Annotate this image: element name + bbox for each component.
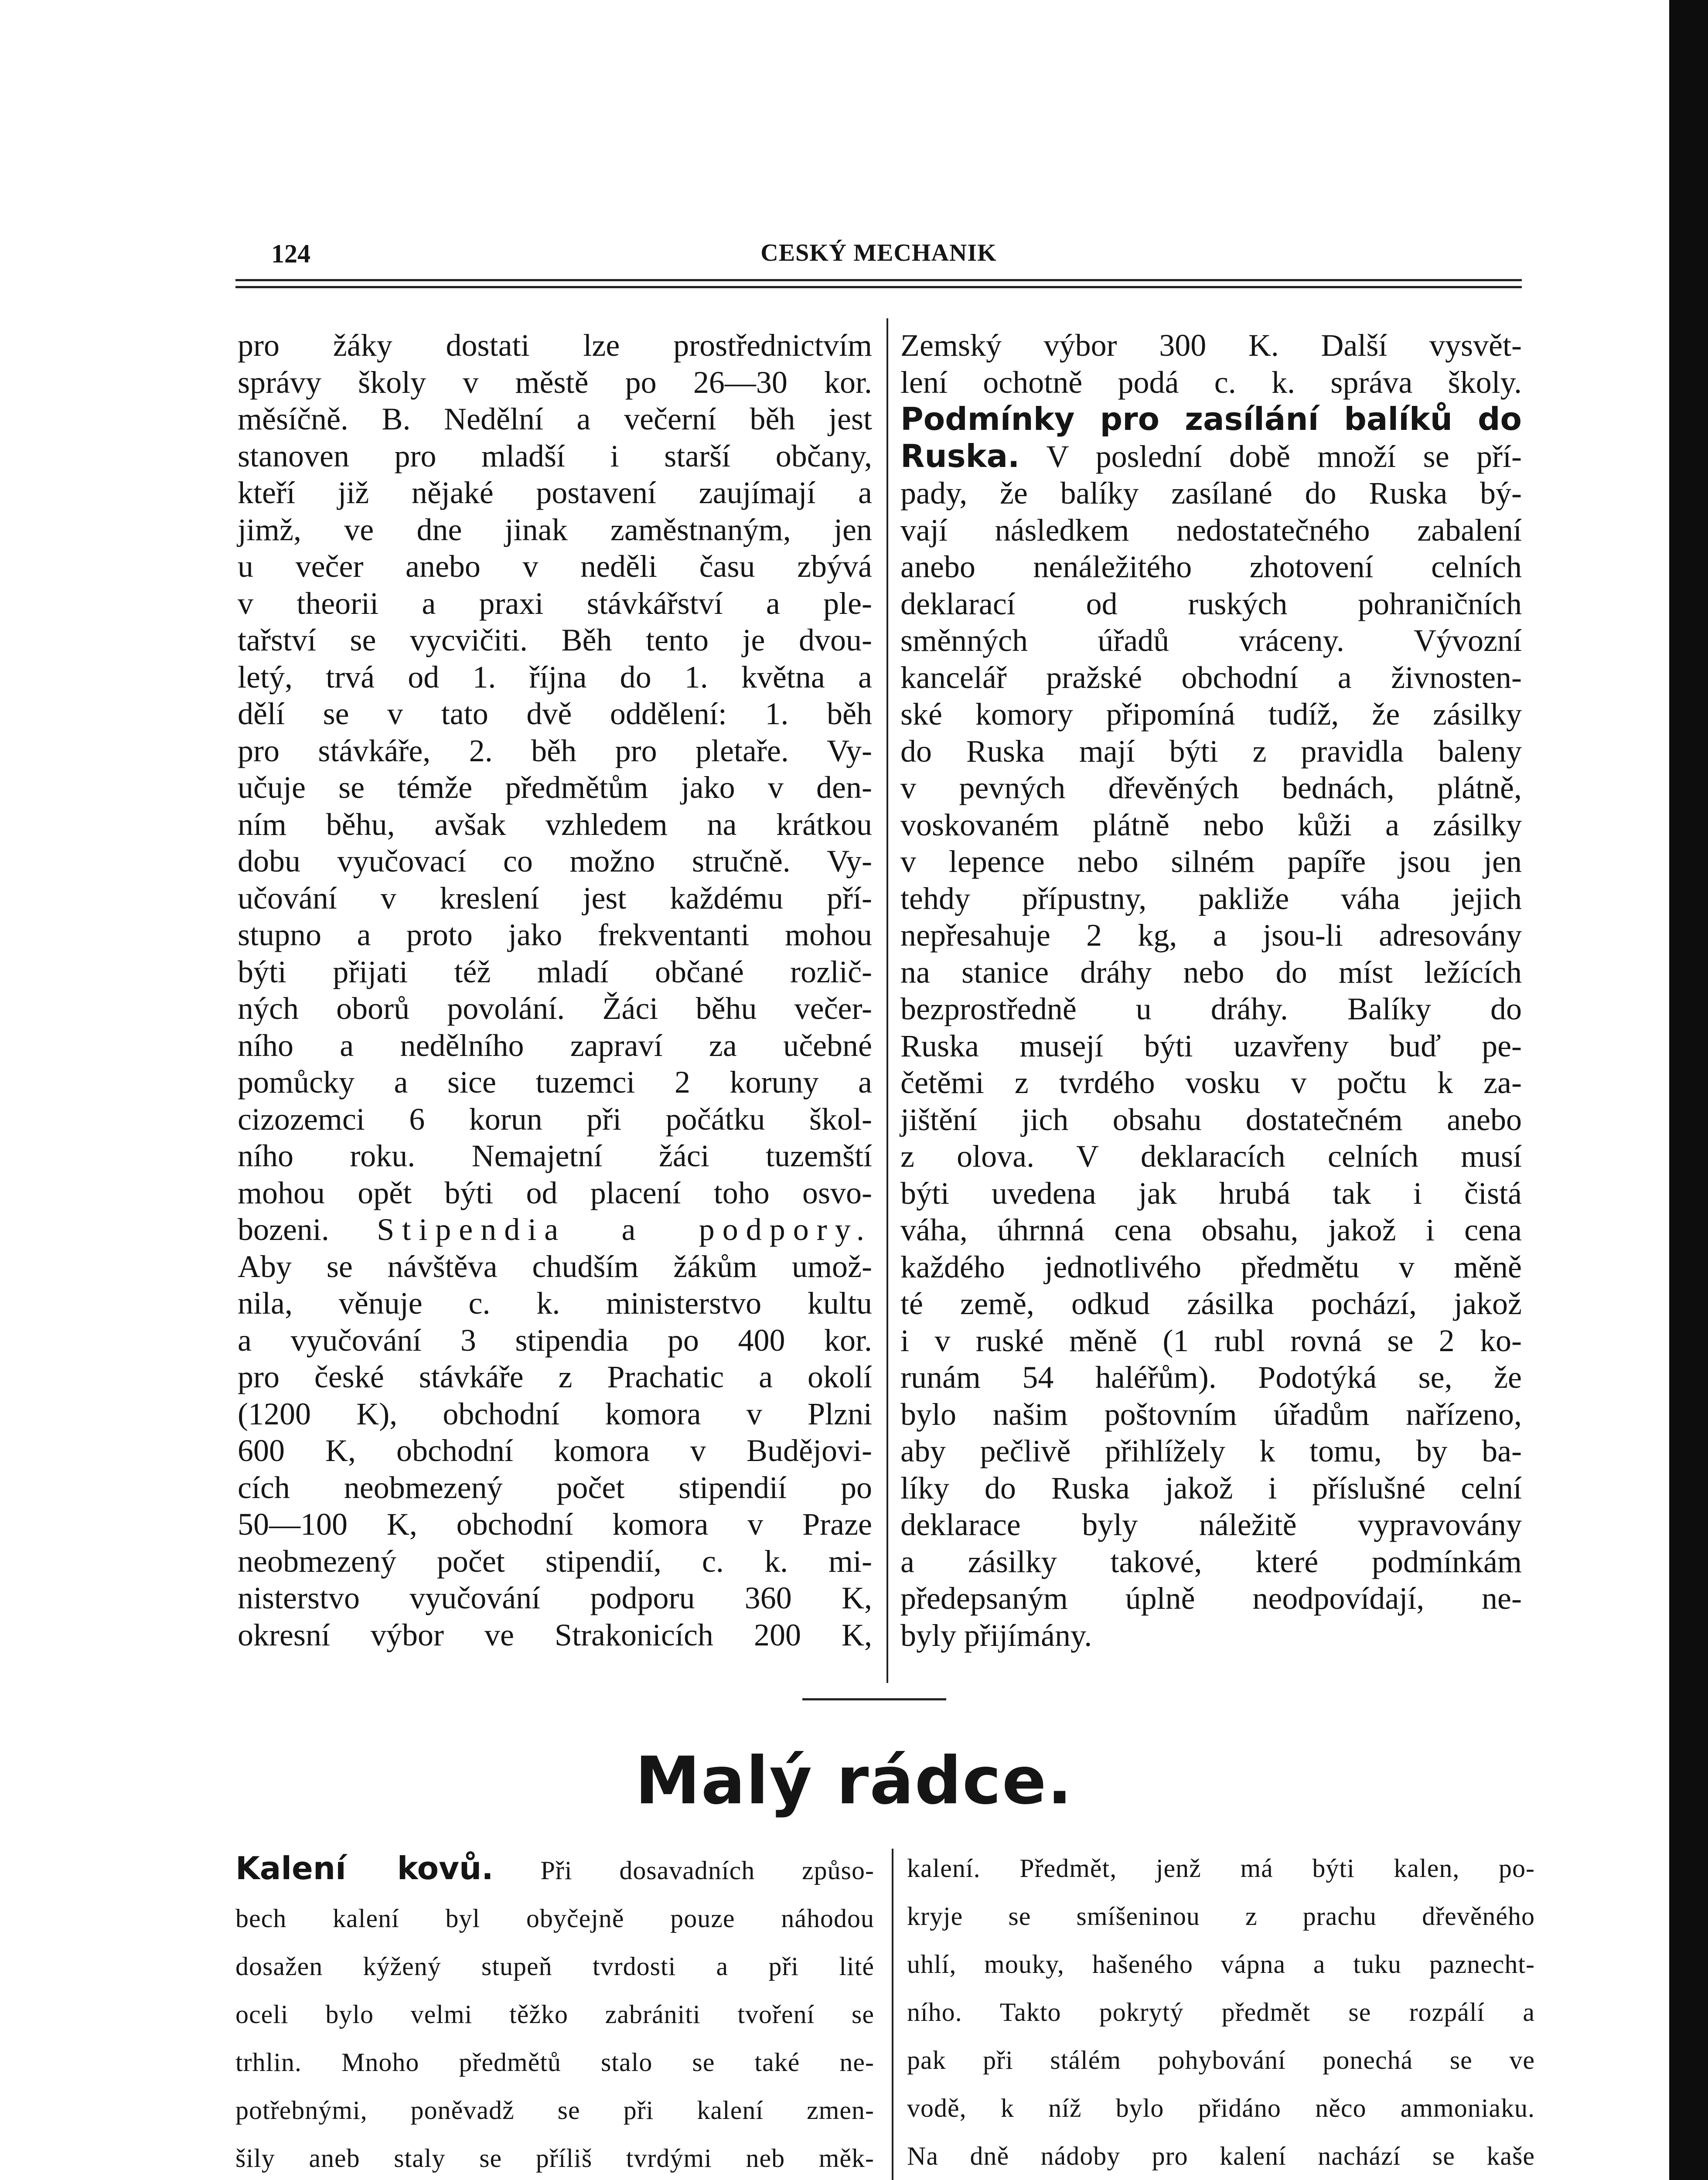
text-line: četěmi z tvrdého vosku v počtu k za- bbox=[900, 1065, 1522, 1100]
text-line: tařství se vycvičiti. Běh tento je dvou- bbox=[238, 623, 872, 657]
text-line: té země, odkud zásilka pochází, jakož bbox=[900, 1286, 1522, 1321]
subheading-end: Ruska. bbox=[900, 437, 1020, 474]
text-line: voskovaném plátně nebo kůži a zásilky bbox=[900, 807, 1522, 842]
text-line: ské komory připomíná tudíž, že zásilky bbox=[900, 697, 1522, 732]
text-line: stupno a proto jako frekventanti mohou bbox=[238, 917, 872, 952]
scan-right-edge bbox=[1669, 0, 1708, 2180]
subheading-line: Podmínky pro zasílání balíků do bbox=[900, 401, 1522, 437]
article-column-left bbox=[238, 327, 872, 1653]
run-in-heading: Kalení kovů. bbox=[235, 1850, 494, 1887]
text-line: ního roku. Nemajetní žáci tuzemští bbox=[238, 1138, 872, 1173]
text-line: býti přijati též mladí občané rozlič- bbox=[238, 954, 872, 989]
text-line: dělí se v tato dvě oddělení: 1. běh bbox=[238, 696, 872, 731]
text-line: pomůcky a sice tuzemci 2 koruny a bbox=[238, 1065, 872, 1100]
text-line: lení ochotně podá c. k. správa školy. bbox=[900, 364, 1522, 400]
section-separator bbox=[802, 1698, 946, 1700]
text-line: pak při stálém pohybování ponechá se ve bbox=[907, 2046, 1535, 2074]
text-line: Ruska musejí býti uzavřeny buď pe- bbox=[900, 1028, 1522, 1063]
text-line: a vyučování 3 stipendia po 400 kor. bbox=[238, 1322, 872, 1358]
text-line: bylo našim poštovním úřadům nařízeno, bbox=[900, 1397, 1522, 1432]
running-title: CESKÝ MECHANIK bbox=[760, 239, 997, 266]
text-line: 50—100 K, obchodní komora v Praze bbox=[238, 1507, 872, 1542]
text-line: dosažen kýžený stupeň tvrdosti a při lité bbox=[235, 1952, 874, 1981]
text-line: váha, úhrnná cena obsahu, jakož i cena bbox=[900, 1213, 1522, 1247]
text-line: v lepence nebo silném papíře jsou jen bbox=[900, 844, 1522, 879]
text-line: potřebnými, poněvadž se při kalení zmen- bbox=[235, 2096, 874, 2125]
text-line: anebo nenáležitého zhotovení celních bbox=[900, 549, 1522, 584]
text-line: stanoven pro mladší i starší občany, bbox=[238, 438, 872, 473]
text-line: neobmezený počet stipendií, c. k. mi- bbox=[238, 1543, 872, 1579]
text-line: Aby se návštěva chudším žákům umož- bbox=[238, 1249, 872, 1284]
article-column-right bbox=[900, 327, 1522, 1654]
text-line: a zásilky takové, které podmínkám bbox=[900, 1544, 1522, 1579]
text-line: ním běhu, avšak vzhledem na krátkou bbox=[238, 807, 872, 842]
text-line: bech kalení byl obyčejně pouze náhodou bbox=[235, 1904, 874, 1933]
text-line: i v ruské měně (1 rubl rovná se 2 ko- bbox=[900, 1323, 1522, 1358]
text-line: líky do Ruska jakož i příslušné celní bbox=[900, 1470, 1522, 1506]
text-line: býti uvedena jak hrubá tak i čistá bbox=[900, 1175, 1522, 1211]
text-line: nepřesahuje 2 kg, a jsou-li adresovány bbox=[900, 918, 1522, 953]
tip-column-right bbox=[907, 1844, 1535, 2180]
text-line: jištění jich obsahu dostatečném anebo bbox=[900, 1102, 1522, 1137]
text-line: letý, trvá od 1. října do 1. května a bbox=[238, 659, 872, 695]
text-line: u večer anebo v neděli času zbývá bbox=[238, 549, 872, 584]
text-line: na stanice dráhy nebo do míst ležících bbox=[900, 954, 1522, 990]
text-line: každého jednotlivého předmětu v měně bbox=[900, 1249, 1522, 1284]
text-line: Na dně nádoby pro kalení nachází se kaše bbox=[907, 2142, 1535, 2170]
text-line: pady, že balíky zasílané do Ruska bý- bbox=[900, 476, 1522, 511]
text-line: uhlí, mouky, hašeného vápna a tuku paznecht- bbox=[907, 1950, 1535, 1979]
text-line: kteří již nějaké postavení zaujímají a bbox=[238, 475, 872, 510]
page-number: 124 bbox=[271, 239, 310, 268]
text-line: okresní výbor ve Strakonicích 200 K, bbox=[238, 1617, 872, 1652]
text-line: v pevných dřevěných bednách, plátně, bbox=[900, 770, 1522, 805]
text-line: kalení. Předmět, jenž má býti kalen, po- bbox=[907, 1854, 1535, 1883]
text-line: tehdy přípustny, pakliže váha jejich bbox=[900, 881, 1522, 916]
text-line: měsíčně. B. Nedělní a večerní běh jest bbox=[238, 402, 872, 436]
text-line-with-subheading bbox=[900, 438, 1522, 475]
text-line: aby pečlivě přihlížely k tomu, by ba- bbox=[900, 1434, 1522, 1468]
tip-column-left bbox=[235, 1844, 874, 2180]
text-line: kryje se smíšeninou z prachu dřevěného bbox=[907, 1902, 1535, 1931]
text-line: ního a nedělního zapraví za učebné bbox=[238, 1028, 872, 1063]
section-title: Malý rádce. bbox=[635, 1743, 1073, 1819]
text-line: z olova. V deklaracích celních musí bbox=[900, 1139, 1522, 1174]
text-line: ných oborů povolání. Žáci běhu večer- bbox=[238, 991, 872, 1026]
column-divider-top bbox=[886, 318, 888, 1683]
header-rule-bottom bbox=[235, 286, 1522, 288]
text-line: dobu vyučovací co možno stručně. Vy- bbox=[238, 844, 872, 879]
text-line-with-run-in-head bbox=[235, 1844, 874, 1894]
text-line: pro české stávkáře z Prachatic a okolí bbox=[238, 1359, 872, 1394]
text-line: deklarace byly náležitě vypravovány bbox=[900, 1507, 1522, 1542]
text-line: runám 54 haléřům). Podotýká se, že bbox=[900, 1360, 1522, 1395]
text-line: správy školy v městě po 26—30 kor. bbox=[238, 364, 872, 400]
text-line: jimž, ve dne jinak zaměstnaným, jen bbox=[238, 512, 872, 547]
text-line: nila, věnuje c. k. ministerstvo kultu bbox=[238, 1286, 872, 1321]
text-fragment: bozeni. bbox=[238, 1212, 329, 1247]
text-line: v theorii a praxi stávkářství a ple- bbox=[238, 586, 872, 621]
text-line: bezprostředně u dráhy. Balíky do bbox=[900, 991, 1522, 1026]
spaced-subheading: Stipendia a podpory. bbox=[377, 1212, 872, 1247]
text-line: trhlin. Mnoho předmětů stalo se také ne- bbox=[235, 2048, 874, 2077]
text-line: směnných úřadů vráceny. Vývozní bbox=[900, 623, 1522, 658]
text-line: deklarací od ruských pohraničních bbox=[900, 586, 1522, 621]
text-line: pro žáky dostati lze prostřednictvím bbox=[238, 328, 872, 363]
text-line: předepsaným úplně neodpovídají, ne- bbox=[900, 1581, 1522, 1616]
text-line: ního. Takto pokrytý předmět se rozpálí a bbox=[907, 1998, 1535, 2027]
text-line: Zemský výbor 300 K. Další vysvět- bbox=[900, 328, 1522, 363]
text-line-with-spaced-heading bbox=[238, 1211, 872, 1248]
column-divider-bottom bbox=[892, 1849, 893, 2180]
text-line: pro stávkáře, 2. běh pro pletaře. Vy- bbox=[238, 733, 872, 768]
text-line: kancelář pražské obchodní a živnosten- bbox=[900, 660, 1522, 695]
text-line: 600 K, obchodní komora v Budějovi- bbox=[238, 1433, 872, 1468]
text-line: byly přijímány. bbox=[900, 1618, 1092, 1653]
text-line: mohou opět býti od placení toho osvo- bbox=[238, 1175, 872, 1210]
text-line: oceli bylo velmi těžko zabrániti tvoření se bbox=[235, 2000, 874, 2029]
text-line: šily aneb staly se příliš tvrdými neb měk- bbox=[235, 2144, 874, 2173]
text-line: učování v kreslení jest každému pří- bbox=[238, 880, 872, 916]
page-header bbox=[235, 227, 1522, 275]
text-line: vodě, k níž bylo přidáno něco ammoniaku. bbox=[907, 2094, 1535, 2122]
text-fragment: V poslední době množí se pří- bbox=[1046, 439, 1522, 474]
text-line: (1200 K), obchodní komora v Plzni bbox=[238, 1396, 872, 1431]
text-line: vají následkem nedostatečného zabalení bbox=[900, 512, 1522, 548]
text-line: cích neobmezený počet stipendií po bbox=[238, 1470, 872, 1505]
header-rule-top bbox=[235, 279, 1522, 281]
text-line: cizozemci 6 korun při počátku škol- bbox=[238, 1101, 872, 1137]
text-line: nisterstvo vyučování podporu 360 K, bbox=[238, 1580, 872, 1615]
text-fragment: Při dosavadních způso- bbox=[540, 1856, 874, 1885]
text-line: do Ruska mají býti z pravidla baleny bbox=[900, 733, 1522, 769]
text-line: učuje se témže předmětům jako v den- bbox=[238, 770, 872, 805]
